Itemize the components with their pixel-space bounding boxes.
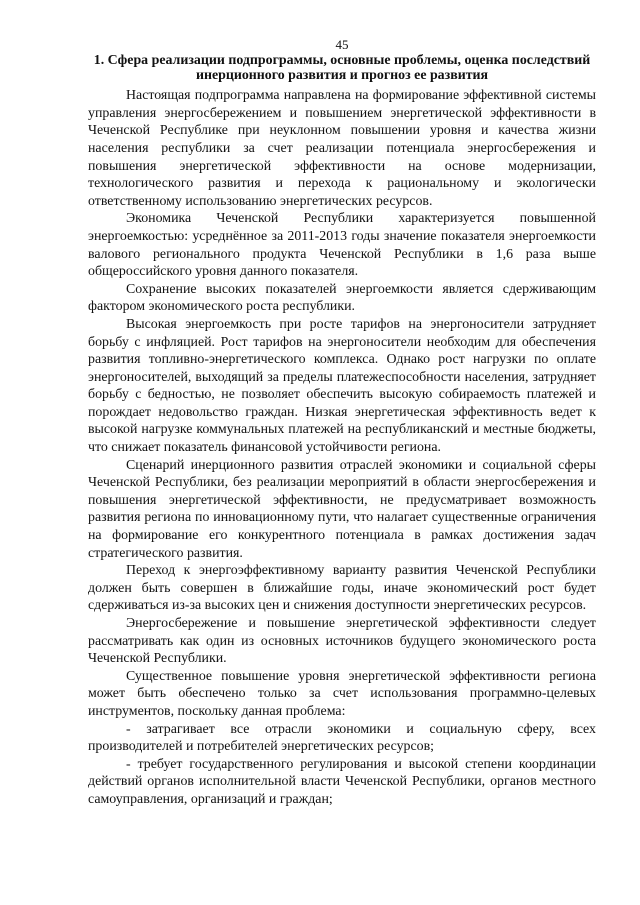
document-body xyxy=(88,87,596,808)
paragraph: Высокая энергоемкость при росте тарифов на энергоносители затрудняет борьбу с инфляцией. Рост тарифов на энергоносители необходим для обеспечения развития топливно-энергетического комплекса. Однако рост нагрузки по оплате энергоносителей, выходящий за пределы платежеспособности населения, затрудняет борьбу с бедностью, не позволяет обеспечить высокую собираемость платежей и порождает недовольство граждан. Низкая энергетическая эффективность ведет к высокой нагрузке коммунальных платежей на республиканский и местные бюджеты, что снижает показатель финансовой устойчивости региона. xyxy=(88,316,596,456)
paragraph: Существенное повышение уровня энергетической эффективности региона может быть обеспечено только за счет использования программно-целевых инструментов, поскольку данная проблема: xyxy=(88,668,596,719)
document-page xyxy=(88,38,596,809)
list-item: - требует государственного регулирования и высокой степени координации действий органов исполнительной власти Чеченской Республики, органов местного самоуправления, организаций и граждан; xyxy=(88,756,596,807)
page-number: 45 xyxy=(335,37,349,52)
paragraph: Экономика Чеченской Республики характеризуется повышенной энергоемкостью: усреднённое за 2011-2013 годы значение показателя энергоемкости валового регионального продукта Чеченской Республики в 1,6 раза выше общероссийского уровня данного показателя. xyxy=(88,211,596,280)
paragraph: Настоящая подпрограмма направлена на формирование эффективной системы управления энергосбережением и повышением энергетической эффективности в Чеченской Республике при неуклонном повышении уровня и качества жизни населения республики за счет реализации потенциала энергосбережения и повышения энергетической эффективности на основе модернизации, технологического развития и перехода к рациональному и экологически ответственному использованию энергетических ресурсов. xyxy=(88,88,596,209)
list-item: - затрагивает все отрасли экономики и социальную сферу, всех производителей и потребителей энергетических ресурсов; xyxy=(88,721,596,755)
paragraph: Переход к энергоэффективному варианту развития Чеченской Республики должен быть совершен в ближайшие годы, иначе экономический рост будет сдерживаться из-за высоких цен и снижения доступности энергетических ресурсов. xyxy=(88,563,596,614)
section-title: 1. Сфера реализации подпрограммы, основные проблемы, оценка последствий инерционного развития и прогноз ее развития xyxy=(93,53,591,83)
paragraph: Сохранение высоких показателей энергоемкости является сдерживающим фактором экономического роста республики. xyxy=(88,281,596,315)
paragraph: Энергосбережение и повышение энергетической эффективности следует рассматривать как один из основных источников будущего экономического роста Чеченской Республики. xyxy=(88,616,596,667)
paragraph: Сценарий инерционного развития отраслей экономики и социальной сферы Чеченской Республики, без реализации мероприятий в области энергосбережения и повышения энергетической эффективности, не предусматривает возможность развития региона по инновационному пути, что налагает существенные ограничения на формирование его конкурентного потенциала в рамках достижения задач стратегического развития. xyxy=(88,457,596,561)
